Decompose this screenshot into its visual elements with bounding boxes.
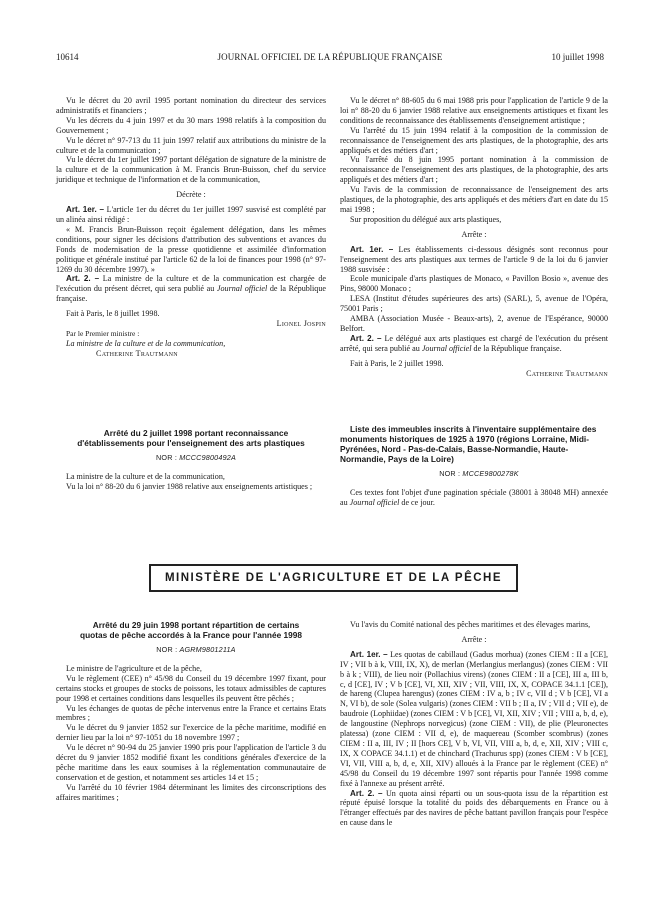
body-paragraph (340, 488, 608, 508)
right-top-column (340, 96, 608, 378)
visa-paragraph: Vu l'arrêté du 8 juin 1995 portant nomination à la commission de reconnaissance de l'enseignement des arts plastiques, de la photographie, des arts appliqués et des métiers d'art ; (340, 155, 608, 185)
article-1 (56, 205, 326, 225)
arrete-heading: Arrête : (461, 634, 487, 644)
visa-paragraph: Vu le décret du 20 avril 1995 portant nomination du directeur des services administratifs et financiers ; (56, 96, 326, 115)
nor-label: NOR : (156, 645, 178, 654)
journal-officiel-ref: Journal officiel (216, 284, 268, 294)
visa-paragraph: Vu le décret du 9 janvier 1852 sur l'exercice de la pêche maritime, modifié en dernier lieu par la loi n° 97-1051 du 18 novembre 1997 ; (56, 723, 326, 743)
visa-paragraph: Vu le règlement (CEE) n° 45/98 du Conseil du 19 décembre 1997 fixant, pour certains stocks et groupes de stocks de poissons, les totaux admissibles de captures pour 1998 et certaines conditions dans lesquelles ils peuvent être pêchés ; (56, 673, 326, 703)
nor-label: NOR : (439, 469, 461, 478)
left-top-column (56, 96, 326, 359)
decrete-heading: Décrète : (176, 190, 206, 200)
signatory: Catherine Trautmann (526, 368, 608, 378)
right-bottom-column (340, 620, 608, 828)
visa-paragraph: Vu l'arrêté du 10 février 1984 déterminant les limites des circonscriptions des affaires maritimes ; (56, 782, 326, 802)
school-entry: Ecole municipale d'arts plastiques de Monaco, « Pavillon Bosio », avenue des Pins, 98000 Monaco ; (340, 274, 608, 294)
journal-officiel-ref: Journal officiel (421, 343, 472, 353)
school-entry: AMBA (Association Musée - Beaux-arts), 2, avenue de l'Espérance, 90000 Belfort. (340, 314, 608, 333)
page-number: 10614 (56, 52, 79, 62)
nor-code: MCCE9800278K (462, 469, 519, 478)
visa-paragraph: Vu les échanges de quotas de pêche intervenus entre la France et certains Etats membres ; (56, 703, 326, 723)
nor-label: NOR : (156, 453, 178, 462)
school-entry: LESA (Institut d'études supérieures des arts) (SARL), 5, avenue de l'Opéra, 75001 Paris ; (340, 294, 608, 314)
article-1 (340, 650, 608, 789)
visa-paragraph: Vu le décret n° 90-94 du 25 janvier 1990 pris pour l'application de l'article 3 du décret du 9 janvier 1852 modifié fixant les conditions générales d'exercice de la pêche maritime dans les eaux soumises à la réglementation communautaire de conservation et de gestion, et notamment ses articles 14 et 15 ; (56, 743, 326, 782)
article-text: Un quota ainsi réparti ou un sous-quota issu de la répartition est réputé épuisé lorsque la totalité du poids des débarquements en France ou à l'étranger effectués par des navires de pêche battant pavillon français pour l'espèce en cause dans le (340, 788, 608, 828)
body-text: Ces textes font l'objet d'une pagination spéciale (38001 à 38048 MH) annexée au (340, 487, 608, 507)
article-2 (56, 274, 326, 304)
article-label: Art. 2. – (66, 274, 100, 284)
article-label: Art. 2. – (350, 788, 383, 798)
signature-place-date: Fait à Paris, le 2 juillet 1998. (350, 358, 444, 368)
signature-place-date: Fait à Paris, le 8 juillet 1998. (66, 309, 160, 319)
minister-title: La ministre de la culture et de la communication, (66, 338, 226, 348)
right-mid-column (340, 424, 608, 508)
article-text: L'article 1er du décret du 1er juillet 1997 susvisé est complété par un alinéa ainsi rédigé : (56, 205, 326, 224)
body-paragraph: La ministre de la culture et de la communication, (66, 471, 225, 481)
visa-paragraph: Vu les décrets du 4 juin 1997 et du 30 mars 1998 relatifs à la composition du Gouvernement ; (56, 115, 326, 135)
article-label: Art. 2. – (350, 333, 382, 343)
article-text: de la République française. (473, 343, 562, 353)
article-1-quote: « M. Francis Brun-Buisson reçoit également délégation, dans les mêmes conditions, pour signer les décisions d'attribution des subventions et avances du Fonds de modernisation de la presse quotidienne et assimilée d'information politique et générale institué par l'article 62 de la loi de finances pour 1998 (n° 97-1269 du 30 décembre 1997). » (56, 224, 326, 274)
article-text: Le délégué aux arts plastiques est chargé de l'exécution du présent arrêté, qui sera publié au (340, 333, 608, 353)
journal-officiel-ref: Journal officiel (349, 497, 400, 507)
publication-date: 10 juillet 1998 (551, 52, 604, 62)
nor-reference (340, 469, 608, 479)
article-1 (340, 245, 608, 275)
ministry-title: MINISTÈRE DE L'AGRICULTURE ET DE LA PÊCHE (164, 572, 503, 584)
visa-paragraph: Vu le décret du 1er juillet 1997 portant délégation de signature de la ministre de la culture et de la communication à M. Francis Brun-Buisson, chef du service juridique et technique de l'information et de la communication, (56, 155, 326, 185)
visa-paragraph: Vu le décret n° 97-713 du 11 juin 1997 relatif aux attributions du ministre de la culture et de la communication ; (56, 135, 326, 155)
page-header (56, 52, 604, 66)
article-text: Les établissements ci-dessous désignés sont reconnus pour l'enseignement des arts plastiques aux termes de l'article 9 de la loi du 6 janvier 1988 susvisée : (340, 244, 608, 274)
arrete-heading: Arrête : (461, 229, 487, 239)
nor-reference (56, 453, 326, 463)
nor-code: AGRM9801211A (179, 645, 236, 654)
signatory: Lionel Jospin (276, 319, 326, 329)
article-label: Art. 1er. – (350, 244, 394, 254)
nor-reference (56, 645, 326, 655)
journal-title: JOURNAL OFFICIEL DE LA RÉPUBLIQUE FRANÇAISE (217, 52, 443, 62)
nor-code: MCCC9800492A (179, 453, 236, 462)
article-text: de la République française. (56, 284, 326, 304)
article-label: Art. 1er. – (350, 649, 388, 659)
article-2 (340, 334, 608, 354)
left-bottom-column (56, 620, 326, 803)
article-2 (340, 789, 608, 829)
left-mid-column (56, 428, 326, 492)
body-text: de ce jour. (401, 497, 435, 507)
visa-paragraph: Vu l'avis du Comité national des pêches maritimes et des élevages marins, (350, 620, 591, 629)
visa-paragraph: Vu l'arrêté du 15 juin 1994 relatif à la composition de la commission de reconnaissance de l'enseignement des arts plastiques, de la photographie, des arts appliqués et des métiers d'art ; (340, 125, 608, 155)
decree-title: Arrêté du 2 juillet 1998 portant reconnaissance d'établissements pour l'enseignement des arts plastiques (77, 428, 305, 448)
visa-paragraph: Vu l'avis de la commission de reconnaissance de l'enseignement des arts plastiques, de la photographie, des arts appliqués et des métiers d'art en date du 15 mai 1998 ; (340, 185, 608, 214)
visa-paragraph: Vu le décret n° 88-605 du 6 mai 1988 pris pour l'application de l'article 9 de la loi n° 88-20 du 6 janvier 1988 relative aux enseignements artistiques et fixant les conditions de reconnaissance des établissements d'enseignement artistique ; (340, 96, 608, 125)
article-text: Les quotas de cabillaud (Gadus morhua) (zones CIEM : II a [CE], IV ; VII b à k, VIII, IX, X), de merlan (Merlangius merlangus) (zones CIEM : VII b à k ; VIII), de lieu noir (Pollachius virens) (zones CIEM : II a [CE], III a, III b, c, d [CE], IV ; V b [CE], VI, XII, XIV ; VII, VIII, IX, X, COPACE 34.1.1 [CE]), de hareng (Clupea harengus) (zones CIEM : IV a, b ; IV c, VII d ; V b [CE], VI a N, VI b), de sole (Solea vulgaris) (zones CIEM : VII b ; II a, IV ; VII d ; VII e), de baudroie (Lophiidae) (zones CIEM : V b [CE], VI, XII, XIV ; VII ; VIII a, b, d, e), de langoustine (Nephrops norvegicus) (zone CIEM : VII), de plie (Pleuronectes platessa) (zone CIEM : VII d, e), de maquereau (Scomber scombrus) (zones CIEM : II a, III, IV ; II [hors CE], V b, VI, VII, VIII a, b, d, e, XII, XIV ; VIII c, IX, X COPACE 34.1.1) et de chinchard (Trachurus spp) (zones CIEM : V b [CE], VI, VII, VIII a, b, d, e, XII, XIV) alloués à la France par le règlement (CEE) n° 45/98 du Conseil du 19 décembre 1997 sont répartis pour l'année 1998 comme fixé à l'annexe au présent arrêté. (340, 649, 608, 788)
ministry-heading-box (150, 565, 517, 591)
decree-title: Arrêté du 29 juin 1998 portant répartition de certains quotas de pêche accordés à la France pour l'année 1998 (80, 620, 302, 640)
article-text: La ministre de la culture et de la communication est chargée de l'exécution du présent décret, qui sera publié au (56, 274, 326, 294)
by-minister: Par le Premier ministre : (66, 328, 140, 338)
body-paragraph: Le ministre de l'agriculture et de la pêche, (66, 663, 202, 673)
article-label: Art. 1er. – (66, 205, 105, 215)
list-title: Liste des immeubles inscrits à l'inventaire supplémentaire des monuments historiques de 1925 à 1970 (régions Lorraine, Midi-Pyrénées, Nord - Pas-de-Calais, Basse-Normandie, Haute-Normandie, Pays de la Loire) (340, 424, 597, 464)
visa-paragraph: Sur proposition du délégué aux arts plastiques, (350, 214, 502, 224)
minister-name: Catherine Trautmann (96, 348, 178, 358)
body-paragraph: Vu la loi n° 88-20 du 6 janvier 1988 relative aux enseignements artistiques ; (66, 481, 313, 491)
